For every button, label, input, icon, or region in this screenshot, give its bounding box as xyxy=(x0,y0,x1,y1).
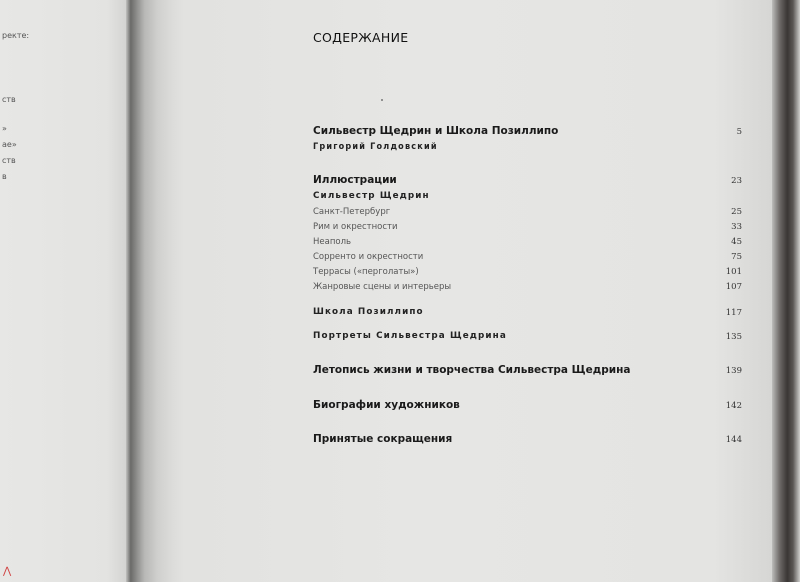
toc-entry-page: 75 xyxy=(731,252,742,262)
left-page-fragment: ств xyxy=(2,95,16,104)
left-page-fragment: ае» xyxy=(2,140,17,149)
red-mark-icon: ⋀ xyxy=(3,566,12,577)
toc-entry-page: 23 xyxy=(731,176,742,186)
toc-entry-page: 33 xyxy=(731,222,742,232)
toc-entry-title: Санкт-Петербург xyxy=(313,207,391,217)
book-gutter xyxy=(126,0,184,582)
left-page-fragment: ректе: xyxy=(2,31,30,40)
toc-entry-title: Сильвестр Щедрин и Школа Позиллипо xyxy=(313,125,559,137)
toc-entry-title: Григорий Голдовский xyxy=(313,142,438,152)
toc-entry-page: 25 xyxy=(731,207,742,217)
left-page-fragment: в xyxy=(2,172,7,181)
toc-entry-title: Сорренто и окрестности xyxy=(313,252,424,262)
toc-entry-page: 5 xyxy=(736,127,742,137)
toc-entry-page: 135 xyxy=(725,332,742,342)
toc-entry-page: 101 xyxy=(725,267,742,277)
toc-entry-title: Летопись жизни и творчества Сильвестра Щедрина xyxy=(313,364,631,376)
toc-entry-page: 139 xyxy=(725,366,742,376)
toc-entry-page: 45 xyxy=(731,237,742,247)
toc-entry-title: Рим и окрестности xyxy=(313,222,398,232)
toc-entry-title: Биографии художников xyxy=(313,399,460,411)
toc-entry-title: Жанровые сцены и интерьеры xyxy=(313,282,452,292)
toc-entry-page: 142 xyxy=(725,401,742,411)
toc-entry-title: Иллюстрации xyxy=(313,174,397,186)
right-page xyxy=(184,0,772,582)
toc-entry-title: Школа Позиллипо xyxy=(313,307,424,317)
toc-entry-page: 144 xyxy=(725,435,742,445)
paper-speck xyxy=(381,99,383,101)
toc-entry-title: Террасы («перголаты») xyxy=(313,267,419,277)
left-page xyxy=(0,0,126,582)
toc-entry-title: Принятые сокращения xyxy=(313,433,453,445)
toc-entry-title: Сильвестр Щедрин xyxy=(313,191,430,201)
toc-title: СОДЕРЖАНИЕ xyxy=(313,30,409,45)
toc-entry-page: 107 xyxy=(725,282,742,292)
toc-entry-title: Неаполь xyxy=(313,237,352,247)
left-page-fragment: » xyxy=(2,124,7,133)
toc-entry-page: 117 xyxy=(725,308,742,318)
left-page-fragment: ств xyxy=(2,156,16,165)
toc-entry-title: Портреты Сильвестра Щедрина xyxy=(313,331,507,341)
book-edge xyxy=(772,0,800,582)
